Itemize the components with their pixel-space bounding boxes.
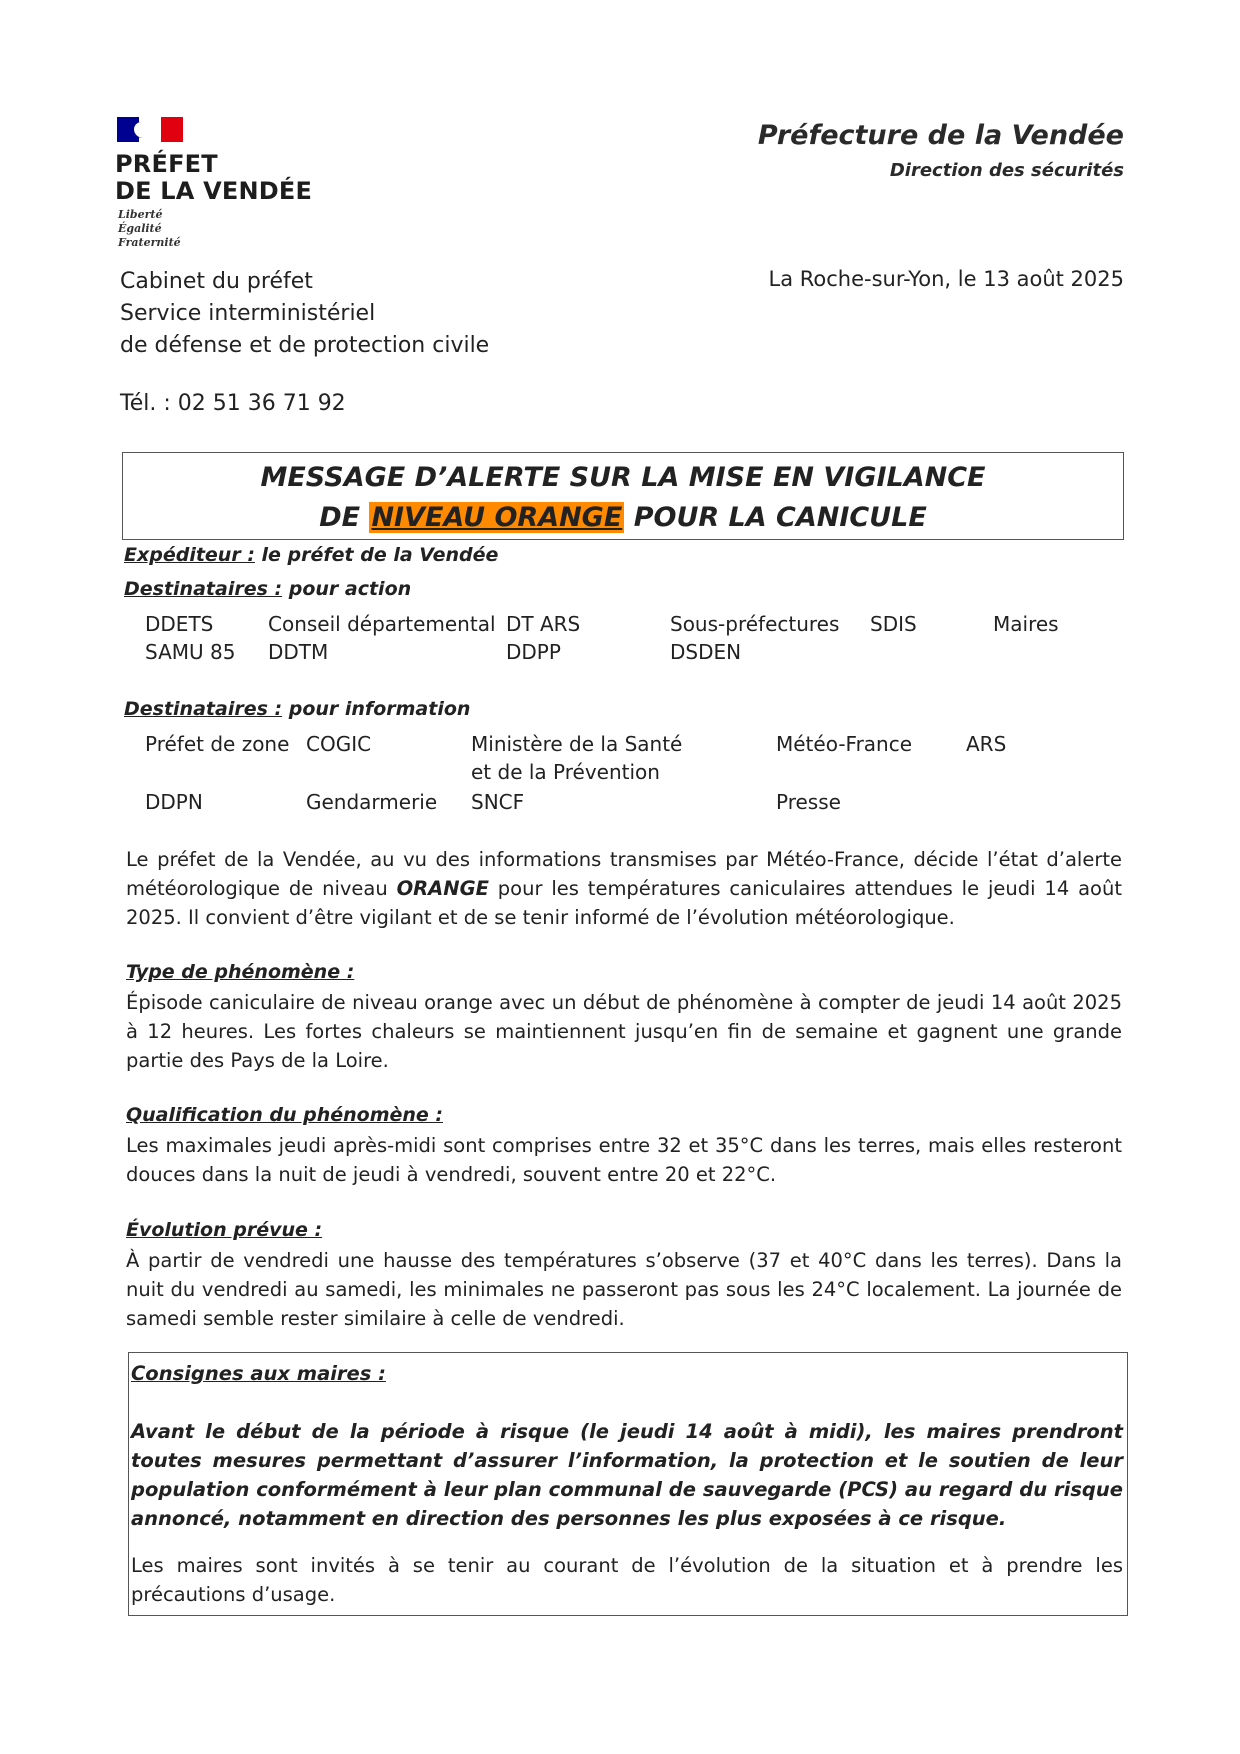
dest-action-item: DDETS	[145, 612, 214, 636]
dest-action-item: DDPP	[506, 640, 561, 664]
evolution-paragraph: À partir de vendredi une hausse des températures s’observe (37 et 40°C dans les terres). Dans la nuit du vendredi au samedi, les minimales ne passeront pas sous les 24°C localement. La journée de samedi semble rester similaire à celle de vendredi.	[126, 1249, 1122, 1330]
destinataires-action-label: Destinataires : pour action	[124, 578, 412, 600]
dest-info-item: et de la Prévention	[471, 760, 660, 784]
dest-info-item: COGIC	[306, 732, 372, 756]
qualification-paragraph: Les maximales jeudi après-midi sont comprises entre 32 et 35°C dans les terres, mais elles resteront douces dans la nuit de jeudi à vendredi, souvent entre 20 et 22°C.	[126, 1134, 1122, 1186]
dest-info-item: Gendarmerie	[306, 790, 438, 814]
date-line: La Roche-sur-Yon, le 13 août 2025	[768, 267, 1124, 291]
alert-title-line1: MESSAGE D’ALERTE SUR LA MISE EN VIGILANCE	[260, 462, 986, 493]
intro-paragraph: Le préfet de la Vendée, au vu des informations transmises par Météo-France, décide l’état d’alerte météorologique de niveau ORANGE pour les températures caniculaires attendues le jeudi 14 août 2025. Il convient d’être vigilant et de se tenir informé de l’évolution météorologique.	[126, 848, 1122, 929]
destinataires-info-label: Destinataires : pour information	[124, 698, 471, 720]
expediteur: Expéditeur : le préfet de la Vendée	[124, 544, 499, 566]
dest-action-item: DSDEN	[670, 640, 742, 664]
direction-title: Direction des sécurités	[889, 160, 1124, 181]
consignes-box	[128, 1352, 1128, 1616]
devise: Liberté Égalité Fraternité	[118, 208, 181, 249]
consignes-bold-paragraph: Avant le début de la période à risque (le jeudi 14 août à midi), les maires prendront toutes mesures permettant d’assurer l’information, la protection et le soutien de leur population conformément à leur plan communal de sauvegarde (PCS) au regard du risque annoncé, notamment en direction des personnes les plus exposées à ce risque.	[131, 1420, 1123, 1530]
orange-level-highlight: NIVEAU ORANGE	[371, 502, 623, 533]
qualification-label: Qualification du phénomène :	[126, 1104, 443, 1126]
dest-action-item: SAMU 85	[145, 640, 236, 664]
dest-action-item: DT ARS	[506, 612, 581, 636]
alert-title-box	[122, 452, 1124, 540]
dest-info-item: DDPN	[145, 790, 203, 814]
consignes-label: Consignes aux maires :	[131, 1362, 386, 1385]
alert-title-line2: DE NIVEAU ORANGE POUR LA CANICULE	[319, 502, 927, 533]
dest-action-item: Conseil départemental	[268, 612, 496, 636]
dest-action-item: SDIS	[870, 612, 917, 636]
prefecture-title: Préfecture de la Vendée	[757, 120, 1124, 151]
dest-info-item: Presse	[776, 790, 841, 814]
dest-info-item: Météo-France	[776, 732, 913, 756]
type-paragraph: Épisode caniculaire de niveau orange avec un début de phénomène à compter de jeudi 14 août 2025 à 12 heures. Les fortes chaleurs se maintiennent jusqu’en fin de semaine et gagnent une grande partie des Pays de la Loire.	[126, 991, 1122, 1072]
telephone: Tél. : 02 51 36 71 92	[120, 391, 346, 416]
evolution-label: Évolution prévue :	[126, 1219, 323, 1241]
dest-action-item: Maires	[993, 612, 1059, 636]
consignes-paragraph: Les maires sont invités à se tenir au courant de l’évolution de la situation et à prendre les précautions d’usage.	[131, 1554, 1123, 1606]
dest-info-item: Ministère de la Santé	[471, 732, 683, 756]
dest-info-item: SNCF	[471, 790, 525, 814]
dest-action-item: DDTM	[268, 640, 329, 664]
marianne-flag-icon	[117, 117, 183, 142]
dest-action-item: Sous-préfectures	[670, 612, 840, 636]
dest-info-item: Préfet de zone	[145, 732, 290, 756]
service-block: Cabinet du préfet Service interministériel de défense et de protection civile	[120, 269, 490, 358]
type-label: Type de phénomène :	[126, 961, 355, 983]
dest-info-item: ARS	[966, 732, 1007, 756]
logo-name: PRÉFET DE LA VENDÉE	[115, 150, 313, 205]
